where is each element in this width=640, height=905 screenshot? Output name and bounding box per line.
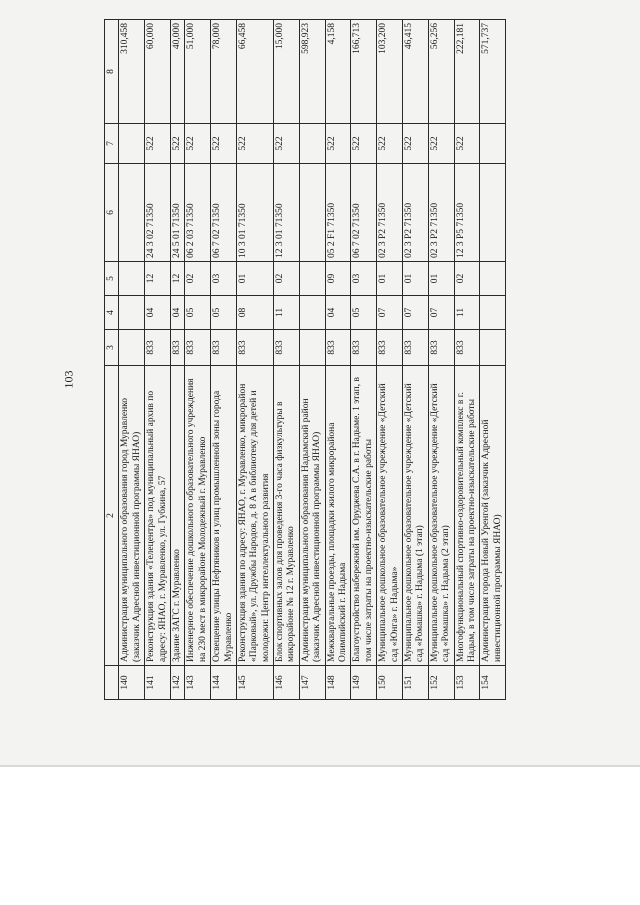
table-cell-c3: 833 <box>236 330 273 366</box>
table-cell-c3: 833 <box>211 330 237 366</box>
table-cell-c3: 833 <box>428 330 454 366</box>
table-cell-c7: 522 <box>145 124 171 164</box>
table-cell-c6 <box>480 164 506 262</box>
table-cell-c8: 4,158 <box>325 20 351 124</box>
table-cell-no: 146 <box>274 666 300 700</box>
table-row <box>211 20 237 700</box>
table-cell-c5: 09 <box>325 262 351 296</box>
table-cell-c7: 522 <box>325 124 351 164</box>
table-cell-c5 <box>119 262 145 296</box>
table-cell-c8: 60,000 <box>145 20 171 124</box>
table-cell-c4: 05 <box>351 296 377 330</box>
table-cell-c6: 12 3 01 71350 <box>274 164 300 262</box>
table-cell-c8: 66,458 <box>236 20 273 124</box>
table-cell-c7: 522 <box>351 124 377 164</box>
table-cell-no: 144 <box>211 666 237 700</box>
table-cell-c5 <box>299 262 325 296</box>
table-cell-c4: 11 <box>274 296 300 330</box>
table-cell-c6: 24 5 01 71350 <box>170 164 184 262</box>
table-cell-c8: 598,923 <box>299 20 325 124</box>
table-cell-c7: 522 <box>428 124 454 164</box>
table-cell-c6: 05 2 F1 71350 <box>325 164 351 262</box>
table-row <box>185 20 211 700</box>
table-row <box>480 20 506 700</box>
table-cell-c7: 522 <box>170 124 184 164</box>
table-row <box>119 20 145 700</box>
table-cell-no: 152 <box>428 666 454 700</box>
table-cell-no: 148 <box>325 666 351 700</box>
table-cell-c6: 06 2 03 71350 <box>185 164 211 262</box>
scan-edge <box>0 765 640 767</box>
table-cell-name: Муниципальное дошкольное образовательное учреждение «Детский сад «Ромашка» г. Надыма (1 этап) <box>402 366 428 666</box>
table-cell-name: Администрация города Новый Уренгой (заказчик Адресной инвестиционной программы ЯНАО) <box>480 366 506 666</box>
table-row <box>299 20 325 700</box>
table-cell-c6 <box>119 164 145 262</box>
table-cell-c6 <box>299 164 325 262</box>
table-cell-c5: 02 <box>274 262 300 296</box>
table-cell-c7 <box>119 124 145 164</box>
table-cell-c4: 04 <box>145 296 171 330</box>
table-cell-c7: 522 <box>402 124 428 164</box>
table-cell-c3: 833 <box>402 330 428 366</box>
table-cell-c5: 03 <box>351 262 377 296</box>
table-cell-c3 <box>480 330 506 366</box>
table-cell-c5: 02 <box>454 262 480 296</box>
table-cell-name: Межквартальные проезды, площадки жилого микрорайона Олимпийский г. Надыма <box>325 366 351 666</box>
header-row <box>105 20 119 700</box>
table-cell-name: Администрация муниципального образования город Муравленко (заказчик Адресной инвестиционной программы ЯНАО) <box>119 366 145 666</box>
table-cell-c5: 01 <box>402 262 428 296</box>
table-cell-c4: 05 <box>211 296 237 330</box>
table-cell-c4: 07 <box>428 296 454 330</box>
header-cell: 5 <box>105 262 119 296</box>
table-cell-no: 153 <box>454 666 480 700</box>
table-cell-no: 143 <box>185 666 211 700</box>
table-cell-c7: 522 <box>274 124 300 164</box>
table-cell-no: 140 <box>119 666 145 700</box>
table-cell-no: 150 <box>377 666 403 700</box>
table-cell-c5: 12 <box>145 262 171 296</box>
table-cell-name: Инженерное обеспечение дошкольного образовательного учреждения на 230 мест в микрорайоне Молодежный г. Муравленко <box>185 366 211 666</box>
table-cell-c6: 02 3 P2 71350 <box>428 164 454 262</box>
table-cell-c7: 522 <box>454 124 480 164</box>
table-cell-c5: 01 <box>428 262 454 296</box>
table-cell-c8: 78,000 <box>211 20 237 124</box>
table-cell-name: Благоустройство набережной им. Оруджева С.А. в г. Надыме. 1 этап, в том числе затраты на проектно-изыскательские работы <box>351 366 377 666</box>
table-cell-c3: 833 <box>170 330 184 366</box>
table-cell-c7: 522 <box>185 124 211 164</box>
table-cell-c6: 06 7 02 71350 <box>351 164 377 262</box>
table-row <box>454 20 480 700</box>
table-cell-c8: 56,256 <box>428 20 454 124</box>
table-cell-c6: 02 3 P2 71350 <box>402 164 428 262</box>
table-cell-no: 142 <box>170 666 184 700</box>
table-cell-c8: 46,415 <box>402 20 428 124</box>
table-cell-no: 147 <box>299 666 325 700</box>
budget-table <box>104 19 506 700</box>
header-cell: 2 <box>105 366 119 666</box>
table-cell-c8: 222,181 <box>454 20 480 124</box>
table-cell-name: Здание ЗАГС г. Муравленко <box>170 366 184 666</box>
table-cell-c4 <box>480 296 506 330</box>
table-cell-c5: 12 <box>170 262 184 296</box>
table-cell-c4: 08 <box>236 296 273 330</box>
table-cell-c7: 522 <box>211 124 237 164</box>
table-cell-c5: 01 <box>236 262 273 296</box>
header-cell: 3 <box>105 330 119 366</box>
header-cell: 6 <box>105 164 119 262</box>
table-cell-c6: 02 3 P2 71350 <box>377 164 403 262</box>
table-row <box>351 20 377 700</box>
table-body <box>119 20 506 700</box>
header-cell <box>105 666 119 700</box>
table-cell-name: Блок спортивных залов для проведения 3-го часа физкультуры в микрорайоне № 12 г. Муравленко <box>274 366 300 666</box>
table-row <box>236 20 273 700</box>
table-cell-c8: 15,000 <box>274 20 300 124</box>
table-cell-c6: 06 7 02 71350 <box>211 164 237 262</box>
header-cell: 8 <box>105 20 119 124</box>
table-cell-c6: 12 3 P5 71350 <box>454 164 480 262</box>
table-cell-c5: 03 <box>211 262 237 296</box>
table-row <box>402 20 428 700</box>
table-cell-c8: 166,713 <box>351 20 377 124</box>
table-cell-c5: 02 <box>185 262 211 296</box>
table-cell-name: Администрация муниципального образования Надымский район (заказчик Адресной инвестиционной программы ЯНАО) <box>299 366 325 666</box>
table-cell-name: Многофункциональный спортивно-оздоровительный комплекс в г. Надым, в том числе затраты на проектно-изыскательские работы <box>454 366 480 666</box>
table-cell-c3: 833 <box>145 330 171 366</box>
table-cell-c4: 04 <box>170 296 184 330</box>
table-cell-c3: 833 <box>325 330 351 366</box>
table-cell-name: Муниципальное дошкольное образовательное учреждение «Детский сад «Юнга» г. Надыма» <box>377 366 403 666</box>
table-cell-c8: 310,458 <box>119 20 145 124</box>
table-cell-c5 <box>480 262 506 296</box>
table-row <box>325 20 351 700</box>
table-row <box>428 20 454 700</box>
header-cell: 4 <box>105 296 119 330</box>
page-number: 103 <box>61 370 76 389</box>
table-cell-no: 145 <box>236 666 273 700</box>
table-cell-c6: 24 3 02 71350 <box>145 164 171 262</box>
table-cell-c3: 833 <box>185 330 211 366</box>
table-cell-c8: 40,000 <box>170 20 184 124</box>
table-cell-c5: 01 <box>377 262 403 296</box>
table-cell-c8: 51,000 <box>185 20 211 124</box>
table-cell-c4: 07 <box>402 296 428 330</box>
rotated-table-content <box>104 20 640 700</box>
table-cell-c6: 10 3 01 71350 <box>236 164 273 262</box>
table-cell-c4: 04 <box>325 296 351 330</box>
table-cell-c3: 833 <box>274 330 300 366</box>
table-cell-no: 154 <box>480 666 506 700</box>
table-row <box>377 20 403 700</box>
table-cell-c4: 07 <box>377 296 403 330</box>
table-cell-c8: 571,737 <box>480 20 506 124</box>
table-row <box>170 20 184 700</box>
table-cell-c4 <box>119 296 145 330</box>
table-cell-c7: 522 <box>377 124 403 164</box>
table-cell-no: 151 <box>402 666 428 700</box>
table-cell-name: Реконструкция здания «Телецентра» под муниципальный архив по адресу: ЯНАО, г. Муравленко, ул. Губкина, 57 <box>145 366 171 666</box>
table-row <box>274 20 300 700</box>
table-cell-no: 141 <box>145 666 171 700</box>
table-cell-c4 <box>299 296 325 330</box>
table-cell-c4: 11 <box>454 296 480 330</box>
table-cell-c3: 833 <box>351 330 377 366</box>
table-cell-c3: 833 <box>454 330 480 366</box>
table-row <box>145 20 171 700</box>
table-cell-c3: 833 <box>377 330 403 366</box>
table-cell-c4: 05 <box>185 296 211 330</box>
table-cell-no: 149 <box>351 666 377 700</box>
rotated-table-frame <box>104 20 640 700</box>
table-cell-c3 <box>119 330 145 366</box>
table-cell-c8: 103,200 <box>377 20 403 124</box>
table-cell-name: Реконструкция здания по адресу: ЯНАО, г. Муравленко, микрорайон «Парковый», ул. Дружбы Народов, д. 8 А в библиотеку для детей и молодежи: Центр интеллектуального развития <box>236 366 273 666</box>
table-cell-name: Муниципальное дошкольное образовательное учреждение «Детский сад «Ромашка» г. Надыма (2 этап) <box>428 366 454 666</box>
header-cell: 7 <box>105 124 119 164</box>
table-cell-name: Освещение улицы Нефтяников и улиц промышленной зоны города Муравленко <box>211 366 237 666</box>
table-cell-c7 <box>299 124 325 164</box>
table-cell-c7 <box>480 124 506 164</box>
table-cell-c3 <box>299 330 325 366</box>
table-cell-c7: 522 <box>236 124 273 164</box>
